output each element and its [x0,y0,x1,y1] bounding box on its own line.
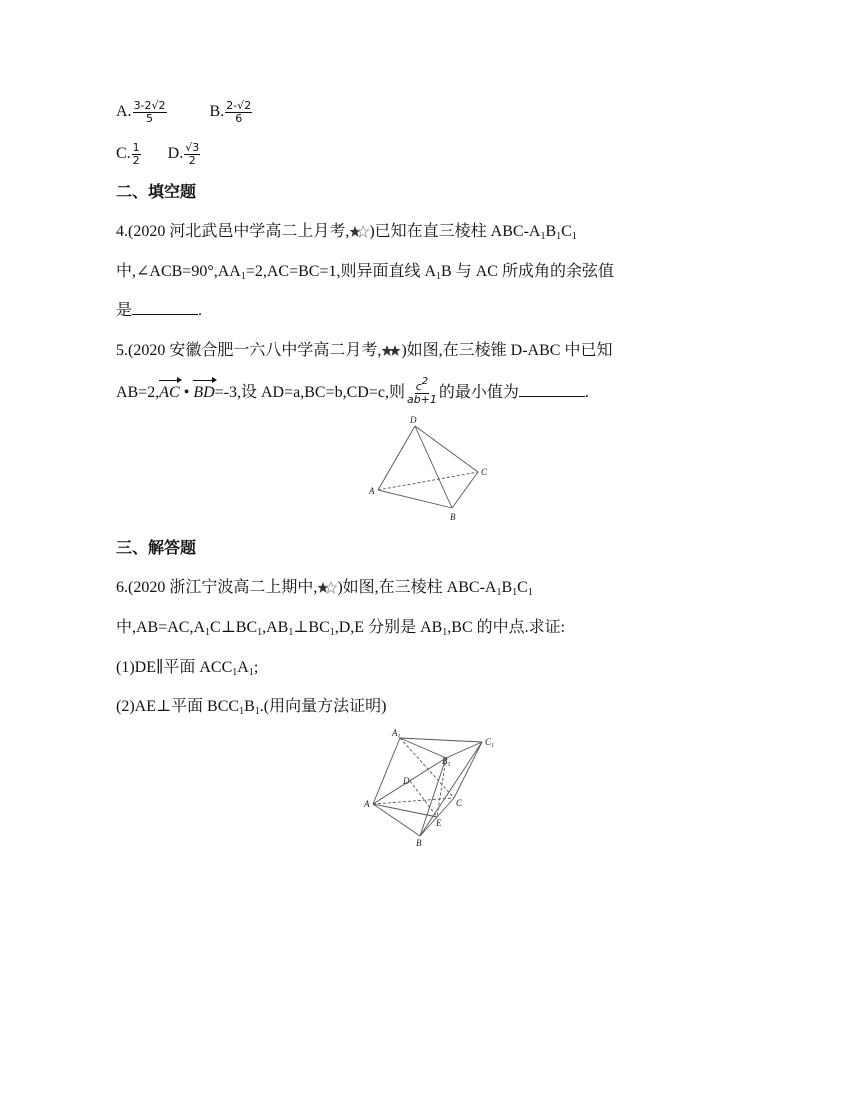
answer-blank [132,300,198,315]
point-label-e: E [436,818,442,828]
option-c-label: C. [116,145,131,163]
vertex-label-c: C [481,467,488,477]
tetrahedron-figure [360,412,500,527]
star-rating-icon [317,581,337,595]
section-answer-title: 三、解答题 [116,538,197,557]
vertex-label-a: A [369,486,375,496]
vertex-label-c: C [456,798,463,808]
section-fill-in-title: 二、填空题 [116,182,197,201]
vertex-label-c1: $C_1$ [485,737,495,749]
q6-part1: (1)DE∥平面 $ACC_1A_1$; [116,659,259,678]
option-b-label: B. [209,103,225,121]
option-a-fraction: $\frac{3-2√2}{5}$ [133,99,166,125]
q6-line2: 中$,AB=AC,A_1C\perp BC_1,AB_1\perp BC_1,D,E$ 分别是 $AB_1,BC$ 的中点.求证: [116,619,566,638]
q6-part2: (2)AE⊥平面 $BCC_1B_1$.(用向量方法证明) [116,698,387,717]
option-b-fraction: $\frac{2-√2}{6}$ [226,99,252,125]
vertex-label-a: A [364,799,370,809]
vertex-label-b: B [450,512,456,522]
vector-ac: AC [159,384,180,402]
star-rating-icon [349,225,369,239]
q4-line3: 是 . [116,302,203,319]
option-d-label: D. [167,145,184,163]
vertex-label-b: B [416,838,422,848]
q5-line2: AB=2,AC • BD=-3,设 AD=a,BC=b,CD=c,则 $\frac{c^2}{ab+1}$ 的最小值为 . [116,376,589,406]
q6-line1: 6.(2020 浙江宁波高二上期中, )如图,在三棱柱 ABC-$A_1B_1C_1$ [116,579,533,598]
option-d-fraction: $\frac{√3}{2}$ [185,141,200,167]
vertex-label-a1: $A_1$ [392,728,401,740]
option-c-fraction: $\frac{1}{2}$ [132,141,140,167]
q3-options-cd [116,142,201,167]
q4-line2: 中$,\angle ACB=90^\circ,AA_1=2,AC=BC=1$,则异面直线 $A_1B$ 与 AC 所成角的余弦值 [116,263,614,282]
vector-bd: BD [193,384,215,402]
q5-line1: 5.(2020 安徽合肥一六八中学高二月考, )如图,在三棱锥 D-ABC 中已知 [116,342,613,359]
vertex-label-b1: $B_1$ [442,756,451,768]
vertex-label-d: D [410,415,417,425]
option-a-label: A. [116,103,132,121]
point-label-d: D [403,776,410,786]
prism-figure [360,726,510,851]
q4-line1: 4.(2020 河北武邑中学高二上月考, )已知在直三棱柱 ABC-$A_1B_1C_1$ [116,223,577,242]
answer-blank [519,382,585,397]
q3-options-ab [116,100,253,125]
star-rating-icon [381,344,401,358]
fraction-c2-over-ab1: $\frac{c^2}{ab+1}$ [406,376,437,406]
